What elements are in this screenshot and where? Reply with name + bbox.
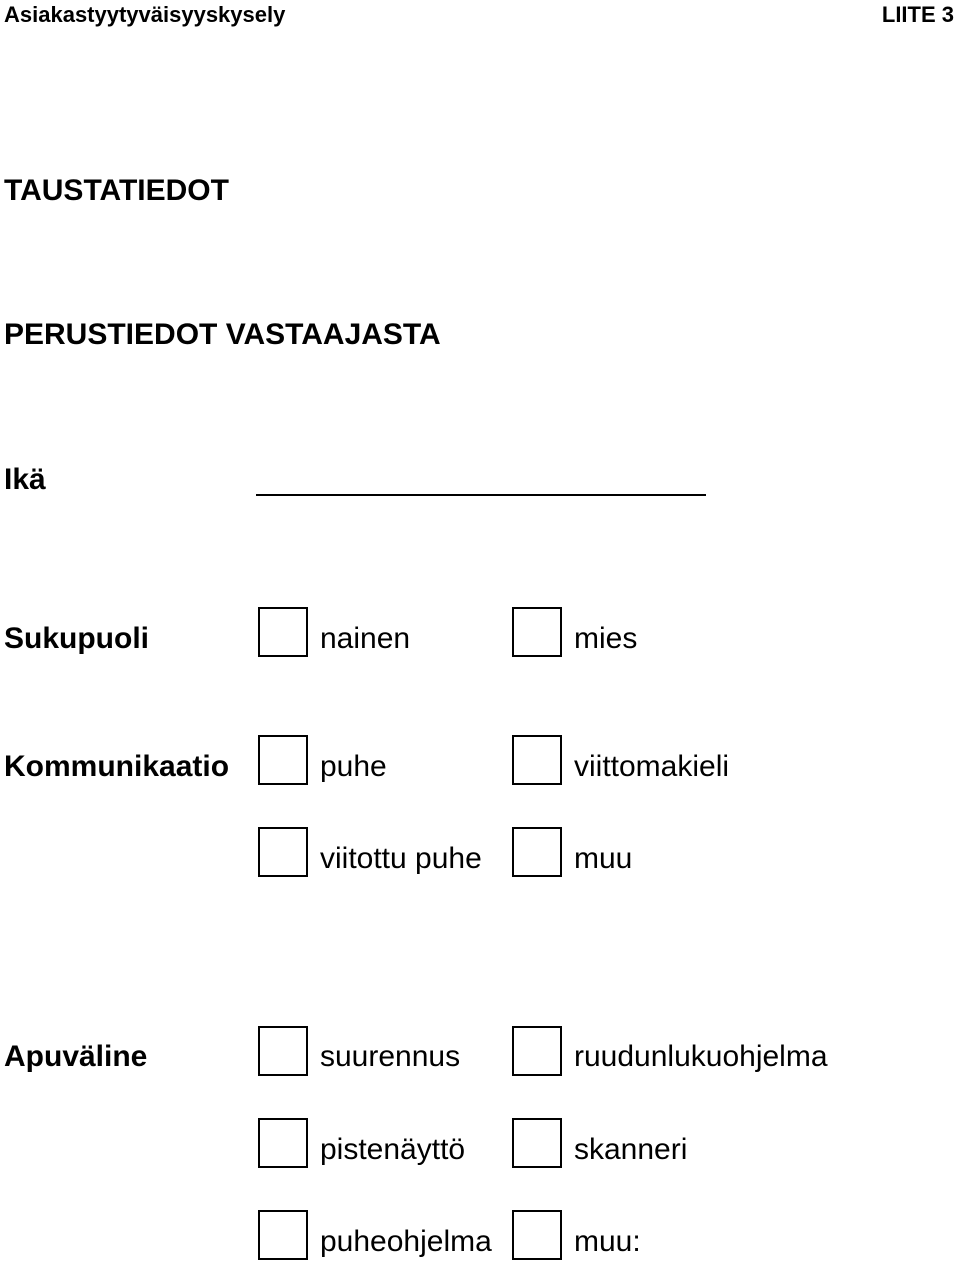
checkbox-aid-screen-reader[interactable] xyxy=(512,1026,562,1076)
checkbox-communication-speech[interactable] xyxy=(258,735,308,785)
checkbox-aid-speech-software[interactable] xyxy=(258,1210,308,1260)
option-aid-other: muu: xyxy=(574,1225,641,1258)
option-aid-scanner: skanneri xyxy=(574,1133,688,1166)
age-label: Ikä xyxy=(4,463,46,496)
age-input-line[interactable] xyxy=(256,494,706,496)
option-aid-magnification: suurennus xyxy=(320,1040,461,1073)
communication-label: Kommunikaatio xyxy=(4,750,230,783)
option-aid-braille-display: pistenäyttö xyxy=(320,1133,466,1166)
option-communication-speech: puhe xyxy=(320,750,387,783)
checkbox-aid-braille-display[interactable] xyxy=(258,1118,308,1168)
checkbox-aid-scanner[interactable] xyxy=(512,1118,562,1168)
checkbox-communication-other[interactable] xyxy=(512,827,562,877)
option-aid-speech-software: puheohjelma xyxy=(320,1225,492,1258)
option-gender-female: nainen xyxy=(320,622,411,655)
checkbox-aid-magnification[interactable] xyxy=(258,1026,308,1076)
section-heading-background: TAUSTATIEDOT xyxy=(4,174,229,207)
checkbox-gender-female[interactable] xyxy=(258,607,308,657)
option-communication-other: muu xyxy=(574,842,633,875)
gender-label: Sukupuoli xyxy=(4,622,149,655)
checkbox-aid-other[interactable] xyxy=(512,1210,562,1260)
document-title: Asiakastyytyväisyyskysely xyxy=(4,2,286,27)
option-gender-male: mies xyxy=(574,622,638,655)
option-communication-sign-language: viittomakieli xyxy=(574,750,730,783)
section-heading-respondent: PERUSTIEDOT VASTAAJASTA xyxy=(4,318,441,351)
aid-label: Apuväline xyxy=(4,1040,148,1073)
option-communication-signed-speech: viitottu puhe xyxy=(320,842,482,875)
checkbox-communication-signed-speech[interactable] xyxy=(258,827,308,877)
option-aid-screen-reader: ruudunlukuohjelma xyxy=(574,1040,828,1073)
checkbox-communication-sign-language[interactable] xyxy=(512,735,562,785)
appendix-label: LIITE 3 xyxy=(881,2,954,27)
checkbox-gender-male[interactable] xyxy=(512,607,562,657)
